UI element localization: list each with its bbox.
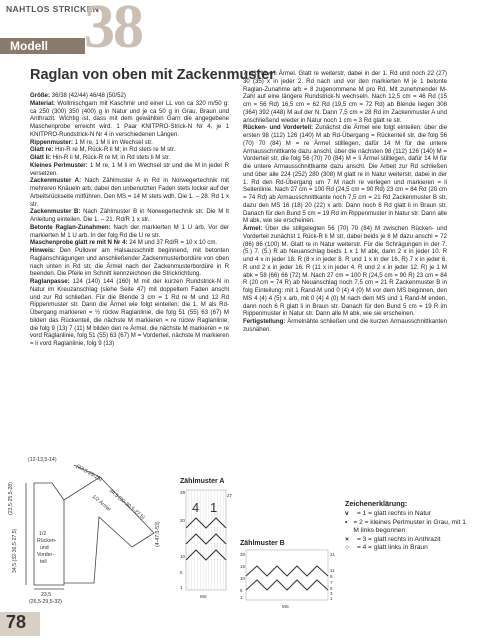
chart-a-row-20: 20 xyxy=(180,518,186,523)
paragraph-label: Größe: xyxy=(30,92,50,99)
paragraph-label: Zackenmuster B: xyxy=(30,208,81,216)
paragraph xyxy=(30,92,229,100)
paragraph-label: Hinweis: xyxy=(30,247,56,254)
chart-a-marker-1: 1 xyxy=(210,500,218,515)
sleeve-label: 1/2 Ärmel xyxy=(90,493,112,513)
paragraph xyxy=(30,162,229,178)
legend xyxy=(345,500,470,552)
legend-symbol: v xyxy=(345,510,349,518)
paragraph-label: Zackenmuster A: xyxy=(30,177,82,185)
chart-a-row-28: 28 xyxy=(180,490,186,495)
paragraph xyxy=(243,318,447,334)
chart-b-title: Zählmuster B xyxy=(240,540,285,547)
paragraph-label: Betonte Raglan-Zunahmen: xyxy=(30,223,111,231)
paragraph xyxy=(30,154,229,162)
bottom-width-2: (26,5-29,5-32) xyxy=(29,599,62,605)
legend-text: = 3 = glatt rechts in Anthrazit xyxy=(357,535,441,543)
chart-a-ms: MS xyxy=(200,594,207,599)
bottom-width: 23,5 xyxy=(41,592,52,598)
schematic-diagram xyxy=(4,455,174,605)
chart-b-row-20: 20 xyxy=(240,552,246,557)
body-label-1: 1/2 xyxy=(39,531,47,537)
chart-a-row-5: 5 xyxy=(180,570,183,575)
legend-symbol: ○ xyxy=(345,544,349,552)
chart-b-rrow-7: 7 xyxy=(330,580,333,585)
paragraph-text: Wollmischgarn mit Kaschmir und einer LL von ca 320 m/50 g: ca 250 (300) 350 (400) g in Natur und je ca 50 g in Grau, Braun und Anthrazit. Wichtig ist, dass mit dem gewählten Garn die angegebene Maschenprobe erreicht wird. 1 Paar KNITPRO-Strick-N Nr 4, je 1 KNITPRO-Rundstrick-N Nr 4 in verschiedenen Längen. xyxy=(30,99,229,138)
paragraph xyxy=(30,139,229,147)
legend-text: = 4 = glatt links in Braun xyxy=(357,544,428,552)
chart-a-row-1: 1 xyxy=(180,585,183,590)
paragraph xyxy=(30,278,229,348)
paragraph xyxy=(243,124,447,225)
sleeve-length: 34,5 (32-30,5-27,5) xyxy=(107,487,146,522)
paragraph-text: Nach Zählmuster B in Norwegertechnik str. Die M lt Anleitung einteilen. Die 1. – 21. Rd/R 1 x str. xyxy=(30,208,229,223)
chart-b-grid xyxy=(240,548,340,610)
chart-b-rrow-11: 11 xyxy=(330,568,335,573)
body-label-2: Rücken- xyxy=(37,538,57,544)
paragraph-text: 124 (140) 144 (160) M mit der kurzen Rundstrick-N in Natur im Kreuzanschlag (siehe Seite 47) mit doppeltem Faden anschl und zur Rd schließen. Für die Blende 3 cm = 1 Rd re M und 12 Rd Rippenmuster str. Dann die Ärmel wie folgt einteilen: die 1. M als Rd-Übergang markieren = ½ rückw Raglanlinie, die folg 51 (55) 63 (67) M bilden das Rückenteil, die nächste M markieren = re rückw Raglanlinie, die folg 9 (13) 7 (11) M bilden den re Ärmel, die nächste M markieren = re vord Raglanlinie, folg 51 (55) 63 (67) M = Vorderteil, nächste M markieren = li vord Raglanlinie, folg 9 (13) xyxy=(30,278,229,347)
schematic-top-label: (12-13,5-14) xyxy=(28,457,57,463)
legend-text: = 1 = glatt rechts in Natur xyxy=(357,510,432,518)
paragraph-text: 24 M und 37 Rd/R = 10 x 10 cm. xyxy=(127,239,218,247)
page-title: Raglan von oben mit Zackenmuster xyxy=(30,67,275,83)
model-number: 38 xyxy=(84,0,142,61)
chart-a-marker-4: 4 xyxy=(192,500,200,515)
chart-a-row-10: 10 xyxy=(180,554,186,559)
paragraph-text: Nach der markierten M 1 U arb. Vor der markierten M 1 U arb. In der folg Rd die U re str. xyxy=(30,223,230,239)
paragraph-label: Glatt li: xyxy=(30,154,51,161)
paragraph-text: Nach Zählmuster A in Rd in Norwegertechnik mit mehreren Knäueln arb, dabei den unbenutzten Faden stets locker auf der Arbeitsrückseite mitführen. Den MS = 14 M stets wdh. Die 1. – 28. Rd 1 x str. xyxy=(30,177,229,208)
paragraph-text: Hin-R li M, Rück-R re M; in Rd stets li M str. xyxy=(51,154,171,161)
paragraph-label: Raglanpasse: xyxy=(30,278,70,285)
paragraph xyxy=(30,239,229,247)
sleeve-cuff: (4-47,5-53) xyxy=(155,521,161,547)
side-height: (23,5-25,5-28) xyxy=(8,482,14,515)
paragraph-label: Ärmel: xyxy=(243,225,263,232)
chart-a-title: Zählmuster A xyxy=(180,478,225,485)
right-text-column xyxy=(243,70,447,334)
paragraph-text: Den Pullover am Halsausschnitt beginnend, mit betonten Raglanschrägungen und anschließender Zackenmusterbordüre von oben nach unten in Rd str, die Ärmel nach der Zackenmusterbordüre in R beenden. Die Pfeile im Schnitt kennzeichnen die Strickrichtung. xyxy=(30,247,229,278)
page-header xyxy=(0,0,480,62)
legend-symbol: × xyxy=(345,535,349,543)
paragraph-text: Zunächst die Ärmel wie folgt einteilen: über die ersten 98 (112) 126 (140) M ab Rd-Übergang = Rückenteil str, die folg 56 (70) 70 (84) M = re Ärmel stilllegen, dafür 14 M für die untere Armausschnittkante dazu anschl, über die nächsten 98 (112) 126 (140) M = Vorderteil str, die folg 56 (70) 70 (84) M = li Ärmel stilllegen, dafür 14 M für die untere Armausschnittkante dazu anschl. Die Arbeit zur Rd schließen und über alle 224 (252) 280 (308) M glatt re in Natur weiterstr, dabei in der 1. Rd den Rd-Übergang um 7 M nach re verlegen und markieren = li Seitenlinie. Nach 27 cm = 100 Rd (24,5 cm = 90 Rd) 23 cm = 84 Rd (20 cm = 74 Rd) ab Armausschnittkante noch 7,5 cm = 21 Rd Zackenmuster B str, dazu den MS 16 (18) 20 (22) x arb. Dann noch 6 Rd glatt li in Braun str. Danach für den Bund 5 cm = 19 Rd im Rippenmuster in Natur str. Dann alle M abk, wie sie erscheinen. xyxy=(243,124,447,225)
left-text-column xyxy=(30,92,229,348)
chart-b-ms: MS xyxy=(282,604,289,609)
chart-b-rrow-9: 9 xyxy=(330,574,333,579)
paragraph-text: 1 M re, 1 M li im Wechsel str. xyxy=(73,138,153,146)
paragraph-label: Material: xyxy=(30,99,56,107)
legend-title: Zeichenerklärung: xyxy=(345,499,408,508)
chart-a-grid xyxy=(180,488,232,600)
chart-a-row-27: 27 xyxy=(227,493,232,498)
legend-item xyxy=(345,544,470,552)
left-height: 34,5 (32-30,5-27,5) xyxy=(12,528,18,573)
chart-b-rrow-5: 5 xyxy=(330,586,333,591)
legend-item xyxy=(345,510,470,518)
paragraph xyxy=(30,177,229,208)
paragraph-label: Kleines Perlmuster: xyxy=(30,161,88,169)
chart-b-rrow-3: 3 xyxy=(330,591,333,596)
paragraph xyxy=(30,224,229,240)
chart-b-rrow-21: 21 xyxy=(330,552,336,557)
paragraph-text: Ärmelnähte schließen und die kurzen Armausschnittkanten zusnähen. xyxy=(243,318,447,333)
paragraph-label: Rippenmuster: xyxy=(30,138,73,146)
paragraph-text: 36/38 (42/44) 46/48 (50/52) xyxy=(49,92,126,99)
top-side-label: (23,5-25-28) xyxy=(75,463,103,484)
body-label-5: teil xyxy=(40,559,47,565)
section-label: Modell xyxy=(10,39,48,53)
page-number: 78 xyxy=(6,612,27,632)
paragraph xyxy=(243,70,447,124)
chart-b-row-5: 5 xyxy=(240,588,243,593)
paragraph xyxy=(30,100,229,139)
legend-item xyxy=(345,519,470,536)
legend-text: = 2 = kleines Perlmuster in Grau, mit 1 M links begonnen xyxy=(353,518,466,535)
paragraph-label: Fertigstellung: xyxy=(243,318,286,325)
section-tab xyxy=(0,38,85,54)
paragraph-label: Maschenprobe glatt re mit N Nr 4: xyxy=(30,239,128,247)
paragraph xyxy=(30,208,229,224)
paragraph-text: Über die stillgelegten 56 (70) 70 (84) M zwischen Rücken- und Vorderteil zunächst 1 Rück-R li M str, dabei beids je 8 M dazu anschl = 72 (86) 86 (100) M. Glatt re in Natur weiterstr. Für die Schrägungen in der 7. (5.) 7. (5.) R ab Neuanschlag beids 1 x 1 M abk, dann 2 x in jeder 10. R und 4 x in jeder 18. R (8 x in jeder 8. R und 1 x in der 16. R) 7 x in jeder 6. R und 2 x in jeder 16. R (11 x in jeder 4. R und 2 x in jeder 12. R) je 1 M abk = 58 (66) 66 (72) M. Nach 27 cm = 100 R (24,5 cm = 90 R) 23 cm = 84 R (20 cm = 74 R) ab Neuanschlag noch 7,5 cm = 21 R Zackenmuster B in folg Einteilung: mit 1 Rand-M und 0 (4) 4 (0) M vor dem MS beginnen, den MS 4 (4) 4 (5) x arb, mit 0 (4) 4 (0) M nach dem MS und 1 Rand-M enden, dann noch 6 R glatt li in Braun str. Danach für den Bund 5 cm = 19 R im Rippenmuster in Natur str. Dann alle M abk, wie sie erscheinen. xyxy=(243,225,447,318)
chart-b-row-15: 15 xyxy=(240,564,246,569)
paragraph xyxy=(30,247,229,278)
body-label-4: Vorder- xyxy=(37,552,55,558)
paragraph-label: Rücken- und Vorderteil: xyxy=(243,124,314,132)
paragraph xyxy=(30,146,229,154)
body-label-3: und xyxy=(40,545,49,551)
paragraph xyxy=(243,225,447,318)
chart-b-row-10: 10 xyxy=(240,576,246,581)
paragraph-text: 7 (11) M = li Ärmel. Glatt re weiterstr, dabei in der 1. Rd und noch 22 (27) 30 (35) x in jeder 2. Rd nach und vor den markierten M je 1 betonte Raglan-Zunahme arb = 8 zugenommene M pro Rd. Mit zunehmender M-Zahl auf eine längere Rundstrick-N wechseln. Nach 12,5 cm = 46 Rd (15 cm = 56 Rd) 16,5 cm = 62 Rd (19,5 cm = 72 Rd) ab Blende liegen 308 (364) 392 (448) M auf der N. Dann 7,5 cm = 28 Rd im Zackenmuster A und anschließend wieder in Natur noch 1 cm = 3 Rd glatt re str. xyxy=(243,70,447,124)
brand-label: NAHTLOS STRICKEN xyxy=(6,4,100,14)
paragraph-text: 1 M re, 1 M li im Wechsel str und die M in jeder R versetzen. xyxy=(30,161,229,177)
chart-b-rrow-1: 1 xyxy=(330,596,333,601)
legend-symbol: • xyxy=(345,518,348,526)
legend-item xyxy=(345,536,470,544)
chart-b-row-1: 1 xyxy=(240,595,243,600)
paragraph-label: Glatt re: xyxy=(30,146,54,154)
paragraph-text: Hin-R re M, Rück-R li M; in Rd stets re M str. xyxy=(53,146,176,154)
